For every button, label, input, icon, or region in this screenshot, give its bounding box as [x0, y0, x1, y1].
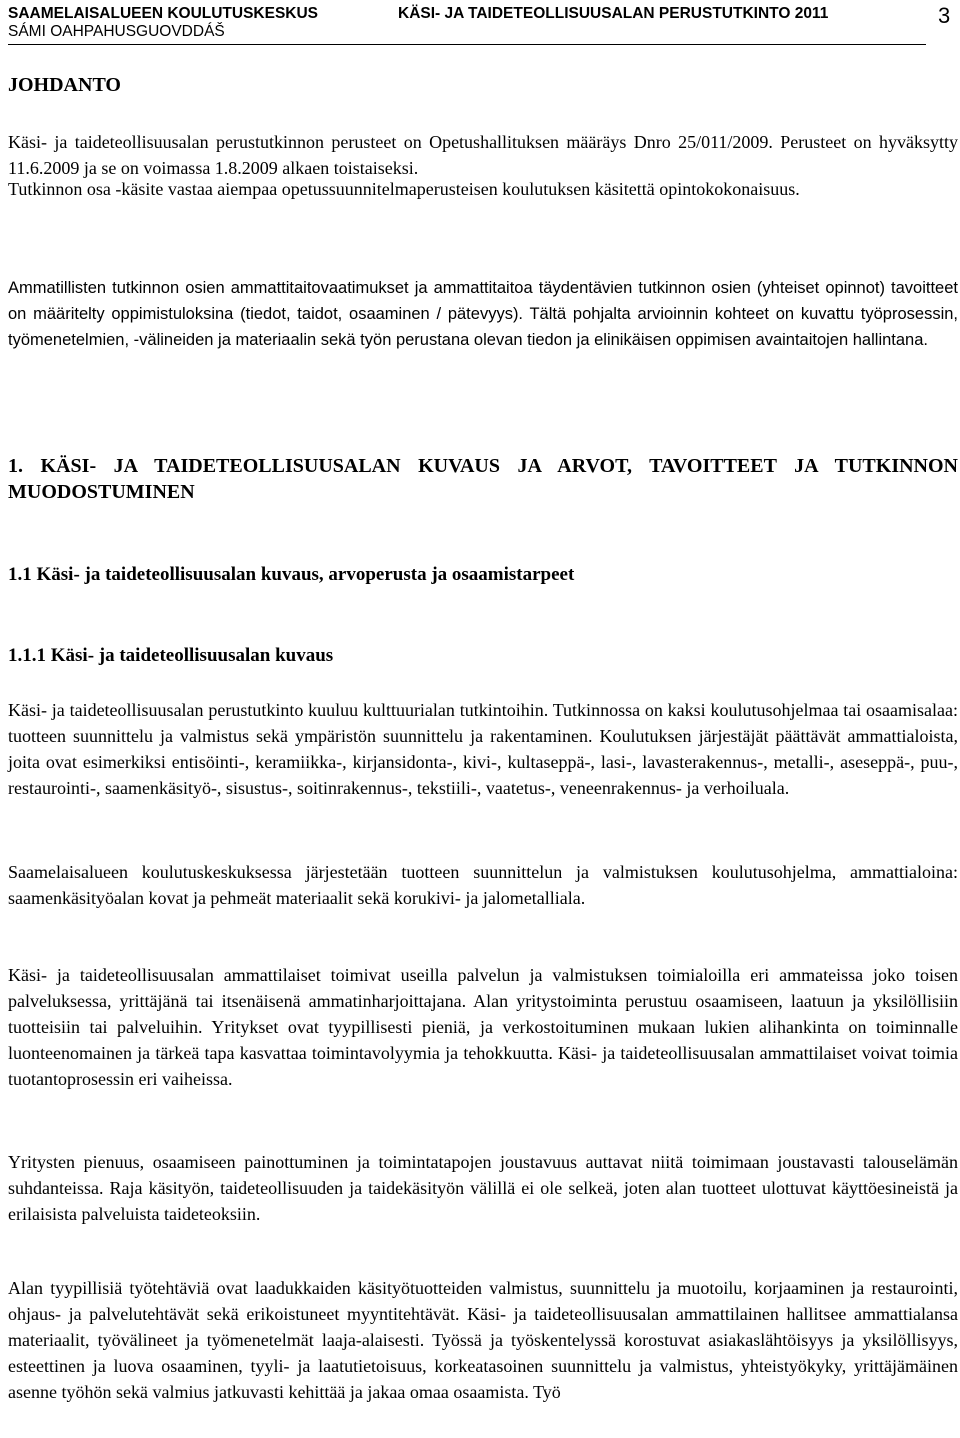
section-paragraph-3: Käsi- ja taideteollisuusalan ammattilaiset toimivat useilla palvelun ja valmistuksen toimialoilla eri ammateissa joko toisen palveluksessa, yrittäjänä tai itsenäisenä ammatinharjoittajana. Alan yritystoiminta perustuu osaamiseen, laatuun ja yksilöllisiin tuotteisiin tai palveluihin. Yritykset ovat tyypillisesti pieniä, ja verkostoituminen mukaan lukien alihankinta on toiminnalle luonteenomainen ja tärkeä tapa kasvattaa toimintavolyymia ja tehokkuutta. Käsi- ja taideteollisuusalan ammattilaiset voivat toimia tuotantoprosessin eri vaiheissa.	[8, 965, 958, 1089]
section-paragraph-4: Yritysten pienuus, osaamiseen painottuminen ja toimintatapojen joustavuus auttavat niitä toimimaan joustavasti talouselämän suhdanteissa. Raja käsityön, taideteollisuuden ja taidekäsityön välillä ei ole selkeä, joten alan tuotteet ulottuvat käyttöesineistä ja erilaisista palveluista taideteoksiin.	[8, 1152, 958, 1224]
header-organization: SAAMELAISALUEEN KOULUTUSKESKUS	[8, 5, 319, 22]
intro-paragraph-1: Käsi- ja taideteollisuusalan perustutkinnon perusteet on Opetushallituksen määräys Dnro 25/011/2009. Perusteet on hyväksytty 11.6.2009 ja se on voimassa 1.8.2009 alkaen toistaiseksi.	[8, 132, 958, 178]
section-1-1-1-heading: 1.1.1 Käsi- ja taideteollisuusalan kuvaus	[8, 645, 334, 666]
header-document-title: KÄSI- JA TAIDETEOLLISUUSALAN PERUSTUTKINTO 2011	[398, 5, 829, 22]
section-1-heading: 1. KÄSI- JA TAIDETEOLLISUUSALAN KUVAUS JA ARVOT, TAVOITTEET JA TUTKINNON MUODOSTUMINEN	[8, 455, 958, 503]
section-paragraph-2: Saamelaisalueen koulutuskeskuksessa järjestetään tuotteen suunnittelun ja valmistuksen koulutusohjelma, ammattialoina: saamenkäsityöalan kovat ja pehmeät materiaalit sekä korukivi- ja jalometalliala.	[8, 862, 958, 908]
section-paragraph-1: Käsi- ja taideteollisuusalan perustutkinto kuuluu kulttuurialan tutkintoihin. Tutkinnossa on kaksi koulutusohjelmaa tai osaamisalaa: tuotteen suunnittelu ja valmistus sekä ympäristön suunnittelu ja rakentaminen. Koulutuksen järjestäjät päättävät ammattialoista, joita ovat esimerkiksi entisöinti-, keramiikka-, kirjansidonta-, kivi-, kultaseppä-, lasi-, lavasterakennus-, metalli-, aseseppä-, puu-, restaurointi-, saamenkäsityö-, sisustus-, soitinrakennus-, tekstiili-, vaatetus-, veneenrakennus- ja verhoiluala.	[8, 700, 958, 798]
page-number: 3	[938, 3, 951, 28]
intro-paragraph-2: Tutkinnon osa -käsite vastaa aiempaa opetussuunnitelmaperusteisen koulutuksen käsitettä opintokokonaisuus.	[8, 179, 800, 199]
section-paragraph-5: Alan tyypillisiä työtehtäviä ovat laadukkaiden käsityötuotteiden valmistus, suunnittelu ja muotoilu, korjaaminen ja restaurointi, ohjaus- ja palvelutehtävät sekä erikoistuneet myyntitehtävät. Käsi- ja taideteollisuusalan ammattilainen hallitsee ammattialansa materiaalit, työvälineet ja työmenetelmät laaja-alaisesti. Työssä ja työskentelyssä korostuvat asiakaslähtöisyys ja yksilöllisyys, esteettinen ja luova osaaminen, tyyli- ja laatutietoisuus, korkeatasoinen suunnittelu ja valmistus, yhteistyökyky, yrittäjämäinen asenne työhön sekä valmius jatkuvasti kehittää ja jakaa omaa osaamista. Työ	[8, 1278, 958, 1402]
header-organization-sami: SÁMI OAHPAHUSGUOVDDÁŠ	[8, 23, 225, 40]
header-rule	[8, 44, 926, 45]
intro-heading: JOHDANTO	[8, 74, 121, 96]
intro-paragraph-3: Ammatillisten tutkinnon osien ammattitaitovaatimukset ja ammattitaitoa täydentävien tutkinnon osien (yhteiset opinnot) tavoitteet on määritelty oppimistuloksina (tiedot, taidot, osaaminen / pätevyys). Tältä pohjalta arvioinnin kohteet on kuvattu työprosessin, työmenetelmien, -välineiden ja materiaalin sekä työn perustana olevan tiedon ja elinikäisen oppimisen avaintaitojen hallintana.	[8, 279, 958, 349]
section-1-1-heading: 1.1 Käsi- ja taideteollisuusalan kuvaus, arvoperusta ja osaamistarpeet	[8, 564, 575, 585]
